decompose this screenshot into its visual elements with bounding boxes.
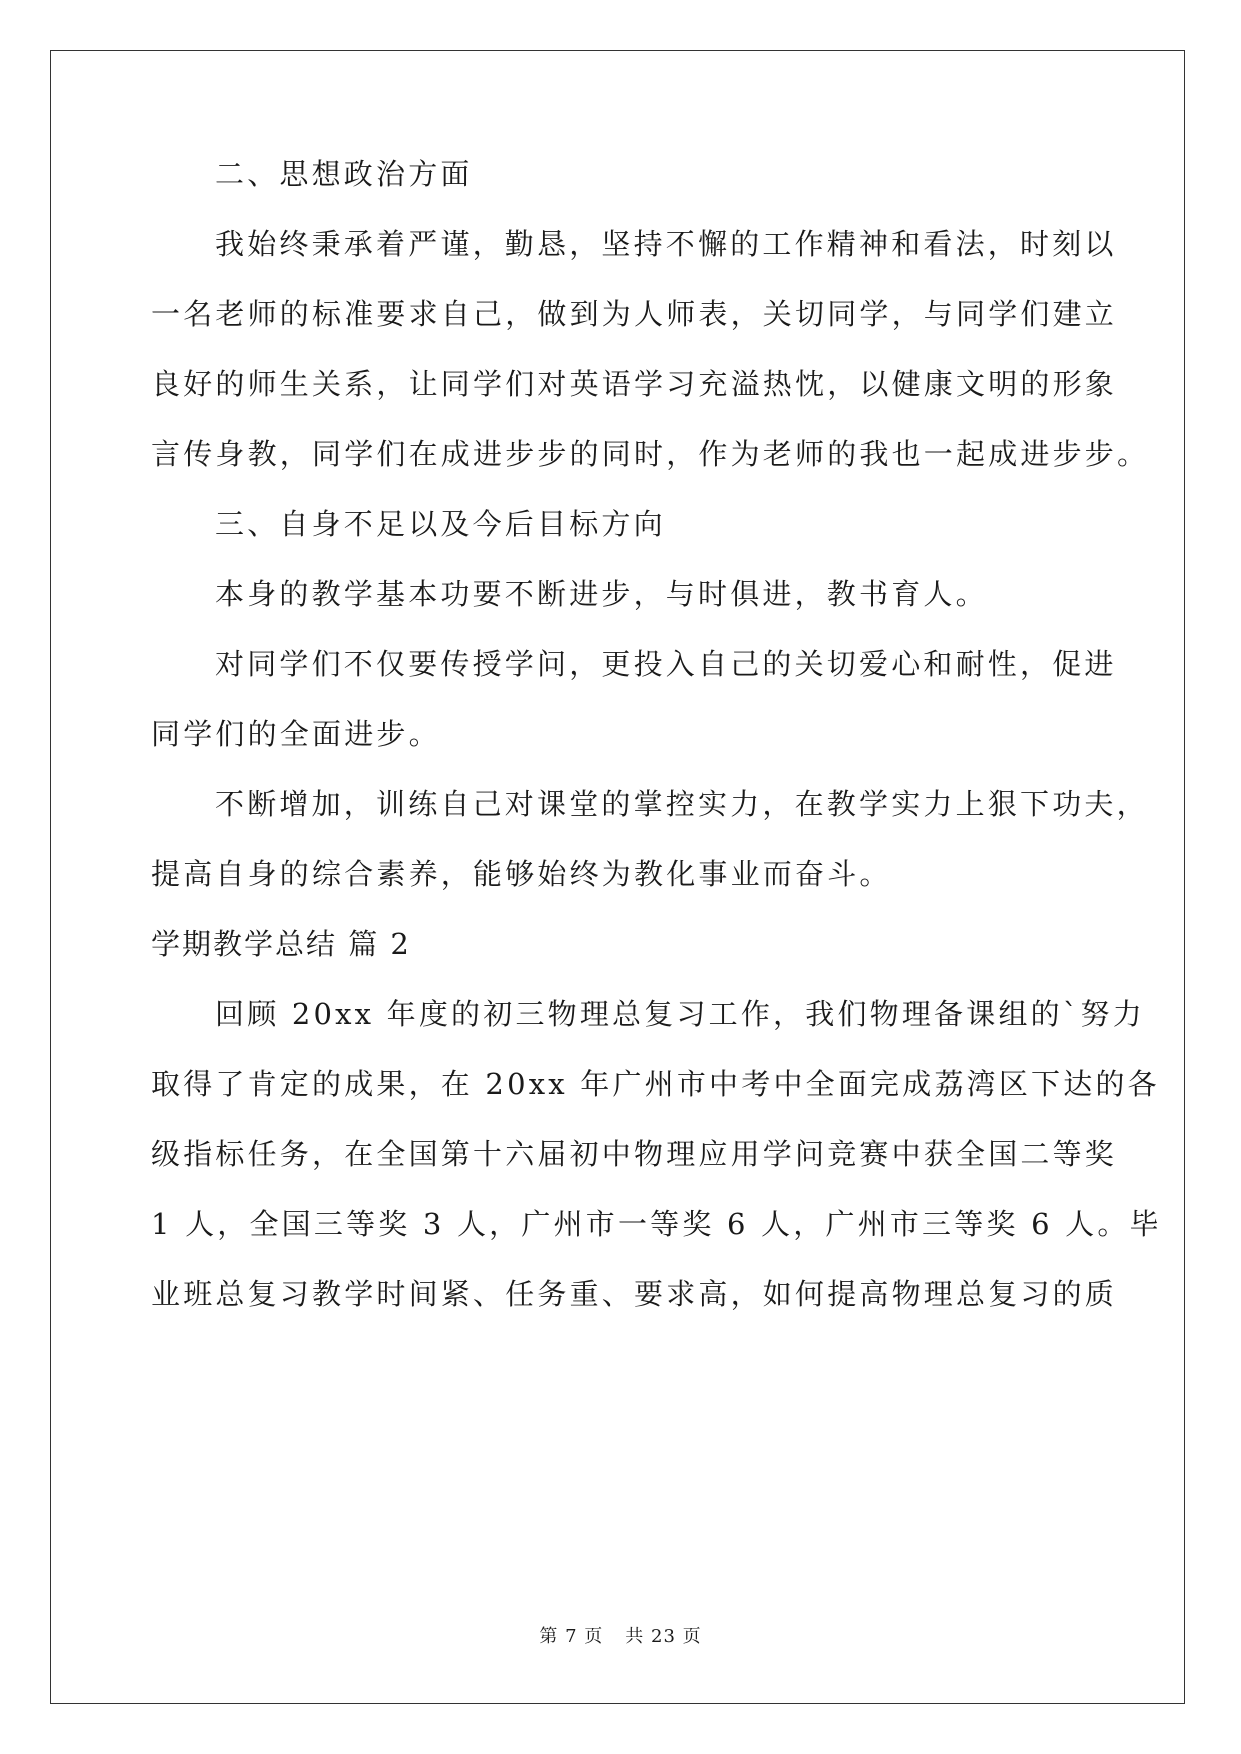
paragraph-line: 取得了肯定的成果，在 20xx 年广州市中考中全面完成荔湾区下达的各 [151, 1067, 1160, 1101]
paragraph-line: 我始终秉承着严谨，勤恳，坚持不懈的工作精神和看法，时刻以 [215, 227, 1117, 261]
article-heading: 学期教学总结 篇 2 [151, 927, 411, 961]
section-heading-politics: 二、思想政治方面 [215, 157, 473, 191]
paragraph-line: 良好的师生关系，让同学们对英语学习充溢热忱，以健康文明的形象 [151, 367, 1118, 401]
paragraph-line: 同学们的全面进步。 [151, 717, 441, 751]
section-heading-shortcomings: 三、自身不足以及今后目标方向 [215, 507, 666, 541]
page-footer [0, 1622, 1241, 1648]
paragraph-line: 言传身教，同学们在成进步步的同时，作为老师的我也一起成进步步。 [151, 437, 1150, 471]
paragraph-line: 回顾 20xx 年度的初三物理总复习工作，我们物理备课组的`努力 [215, 997, 1145, 1031]
paragraph-line: 不断增加，训练自己对课堂的掌控实力，在教学实力上狠下功夫， [215, 787, 1149, 821]
paragraph-line: 业班总复习教学时间紧、任务重、要求高，如何提高物理总复习的质 [151, 1277, 1118, 1311]
page-total: 共 23 页 [625, 1626, 702, 1647]
paragraph-line: 级指标任务，在全国第十六届初中物理应用学问竞赛中获全国二等奖 [151, 1137, 1118, 1171]
page-number: 第 7 页 [539, 1626, 604, 1647]
paragraph-line: 一名老师的标准要求自己，做到为人师表，关切同学，与同学们建立 [151, 297, 1118, 331]
paragraph-line: 1 人，全国三等奖 3 人，广州市一等奖 6 人，广州市三等奖 6 人。毕 [151, 1207, 1162, 1241]
paragraph-line: 本身的教学基本功要不断进步，与时俱进，教书育人。 [215, 577, 988, 611]
paragraph-line: 对同学们不仅要传授学问，更投入自己的关切爱心和耐性，促进 [215, 647, 1117, 681]
paragraph-line: 提高自身的综合素养，能够始终为教化事业而奋斗。 [151, 857, 892, 891]
